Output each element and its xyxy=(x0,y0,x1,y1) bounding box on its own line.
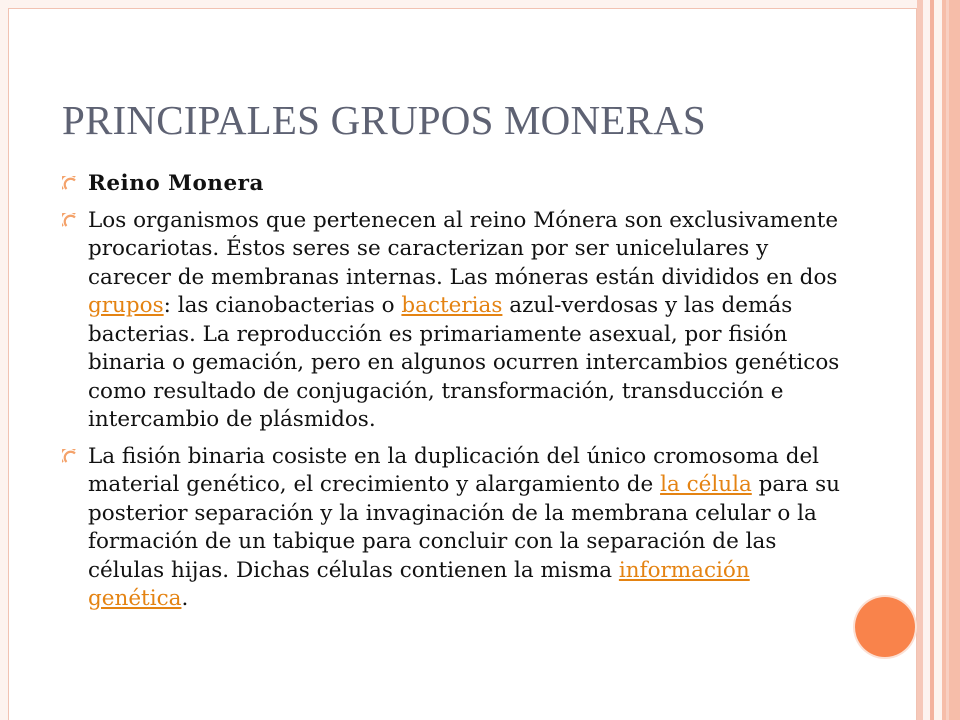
decorative-stripe xyxy=(923,0,930,720)
bullet-ring-icon xyxy=(62,213,76,227)
paragraph-text: para su posterior separación y la invaginación de la membrana celular o la formación de un tabique para concluir con la separación de las células hijas. Dichas células contienen la misma xyxy=(88,472,841,583)
bullet-list xyxy=(62,170,842,622)
paragraph-text: azul-verdosas y las demás bacterias. La reproducción es primariamente asexual, por fisión binaria o gemación, pero en algunos ocurren intercambios genéticos como resultado de conjugación, transformación, transducción e intercambio de plásmidos. xyxy=(88,293,840,432)
link-informacion[interactable]: información xyxy=(618,557,750,583)
bullet-item xyxy=(62,207,842,435)
bullet-item xyxy=(62,443,842,614)
link-la-celula[interactable]: la célula xyxy=(660,472,752,497)
decorative-stripe xyxy=(934,0,942,720)
bullet-ring-icon xyxy=(62,449,76,463)
paragraph-text: Los organismos que pertenecen al reino Mónera son exclusivamente procariotas. Éstos seres se caracterizan por ser unicelulares y carecer de membranas internas. Las móneras están divididos en dos xyxy=(88,207,839,290)
paragraph-text: La fisión binaria cosiste en la duplicación del único cromosoma del material genético, el crecimiento y alargamiento de xyxy=(88,443,820,497)
link-genetica[interactable]: genética xyxy=(88,586,182,611)
bullet-ring-icon xyxy=(62,176,76,190)
decorative-circle xyxy=(855,597,915,657)
bullet-heading: Reino Monera xyxy=(88,171,264,196)
slide-title: PRINCIPALES GRUPOS MONERAS xyxy=(62,97,706,143)
paragraph-text: . xyxy=(181,586,189,611)
bullet-item xyxy=(62,170,842,199)
link-bacterias[interactable]: bacterias xyxy=(401,293,503,318)
decorative-stripe xyxy=(942,0,960,720)
link-grupos[interactable]: grupos xyxy=(88,293,164,318)
decorative-stripe xyxy=(946,0,949,720)
paragraph-text: : las cianobacterias o xyxy=(163,293,402,318)
